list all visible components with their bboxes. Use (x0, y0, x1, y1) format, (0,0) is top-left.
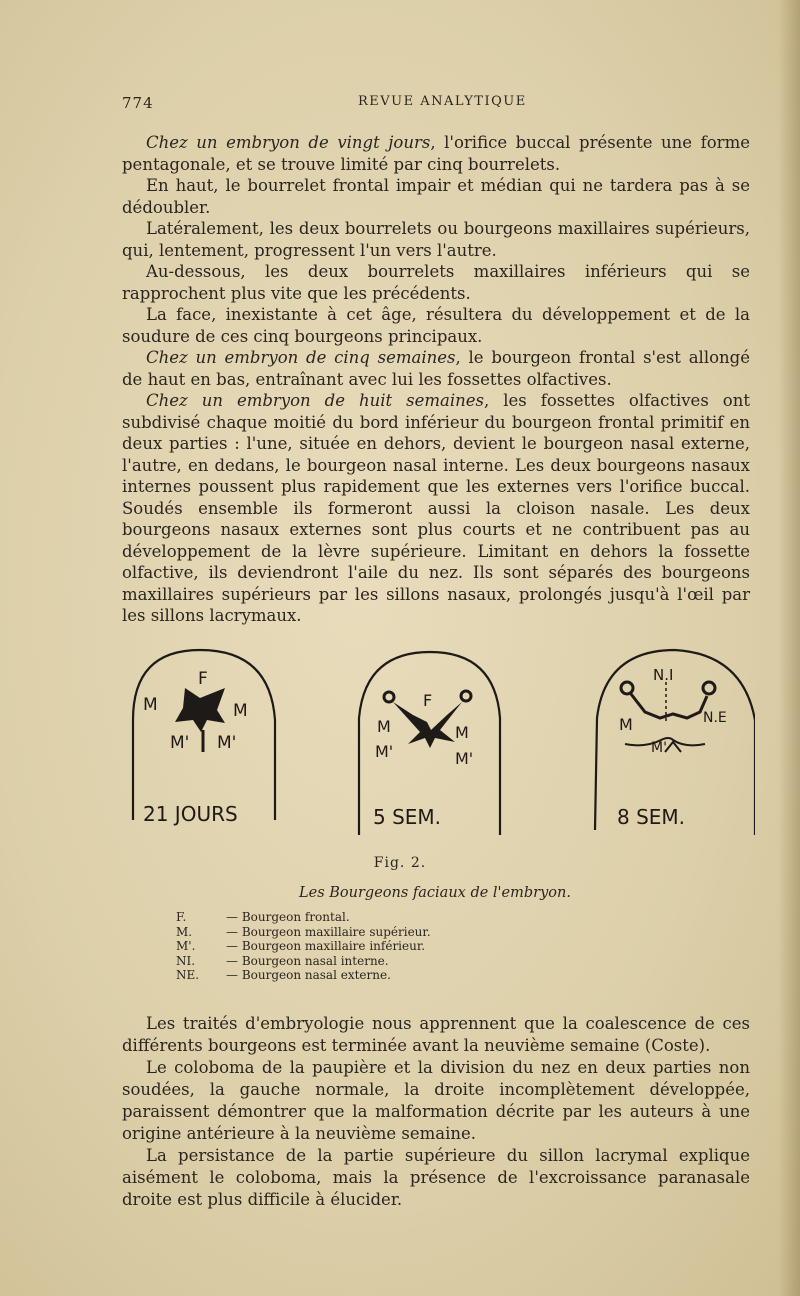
paragraph: Chez un embryon de vingt jours, l'orifice buccal présente une forme pentagonale, et se trouve limité par cinq bourrelets. (122, 133, 750, 174)
figure-number: Fig. 2. (373, 855, 427, 871)
label-ne: N.E (703, 710, 727, 726)
figure-legend (176, 910, 596, 983)
nasal-bud-border (631, 694, 707, 718)
page-number: 774 (122, 94, 154, 112)
paragraph: Le coloboma de la paupière et la division du nez en deux parties non soudées, la gauche normale, la droite incomplètement développée, paraissent démontrer que la malformation décrite par les auteurs à une origine antérieure à la neuvième semaine. (122, 1058, 750, 1143)
figure-drawings (125, 640, 755, 845)
paragraph: La persistance de la partie supérieure du sillon lacrymal explique aisément le coloboma, mais la présence de l'excroissance paranasale droite est plus difficile à élucider. (122, 1146, 750, 1209)
label-m-right: M (233, 701, 248, 721)
label-m-left: M (377, 717, 391, 736)
label-mprime-left: M' (375, 742, 394, 761)
olfactory-pit-right (703, 682, 715, 694)
paragraph: En haut, le bourrelet frontal impair et médian qui ne tardera pas à se dédoubler. (122, 176, 750, 217)
label-mprime-left: M' (170, 733, 190, 753)
olfactory-pit-left (621, 682, 633, 694)
paragraph: Latéralement, les deux bourrelets ou bourgeons maxillaires supérieurs, qui, lentement, progressent l'un vers l'autre. (122, 219, 750, 260)
legend-item: M'. — Bourgeon maxillaire inférieur. (176, 939, 426, 954)
paragraph: Au-dessous, les deux bourrelets maxillaires inférieurs qui se rapprochent plus vite que les précédents. (122, 262, 750, 303)
label-f: F (198, 669, 208, 689)
paragraph: Chez un embryon de cinq semaines, le bourgeon frontal s'est allongé de haut en bas, entraînant avec lui les fossettes olfactives. (122, 348, 750, 389)
figure-caption: Les Bourgeons faciaux de l'embryon. (299, 885, 571, 901)
label-ni: N.I (653, 666, 674, 684)
body-text-bottom (122, 1013, 750, 1211)
label-m-left: M (143, 695, 158, 715)
panel-8-semaines (595, 650, 755, 835)
label-mprime-right: M' (217, 733, 237, 753)
legend-item: F. — Bourgeon frontal. (176, 910, 350, 924)
paragraph: Chez un embryon de huit semaines, les fossettes olfactives ont subdivisé chaque moitié du bord inférieur du bourgeon frontal primitif en deux parties : l'une, située en dehors, devient le bourgeon nasal externe, l'autre, en dedans, le bourgeon nasal interne. Les deux bourgeons nasaux internes poussent plus rapidement que les externes vers l'orifice buccal. Soudés ensemble ils formeront aussi la cloison nasale. Les deux bourgeons nasaux externes sont plus courts et ne contribuent pas au développement de la lèvre supérieure. Limitant en dehors la fossette olfactive, ils deviendront l'aile du nez. Ils sont séparés des bourgeons maxillaires supérieurs par les sillons nasaux, prolongés jusqu'à l'œil par les sillons lacrymaux. (122, 391, 750, 625)
paragraph: La face, inexistante à cet âge, résultera du développement et de la soudure de ces cinq bourgeons principaux. (122, 305, 750, 346)
page-edge-shadow (778, 0, 800, 1296)
paragraph: Les traités d'embryologie nous apprennent que la coalescence de ces différents bourgeons est terminée avant la neuvième semaine (Coste). (122, 1014, 750, 1055)
label-mprime-right: M' (455, 749, 474, 768)
olfactory-pit-right (461, 691, 471, 701)
legend-item: NE. — Bourgeon nasal externe. (176, 968, 391, 983)
panel-21-jours (133, 650, 275, 826)
label-f: F (423, 691, 433, 710)
body-text-top (122, 132, 750, 627)
panel-5-semaines (359, 652, 500, 835)
figure-embryo-buds (125, 640, 755, 845)
caption-8-sem: 8 SEM. (617, 805, 686, 829)
running-title: REVUE ANALYTIQUE (358, 94, 527, 109)
caption-21-jours: 21 JOURS (143, 802, 238, 826)
olfactory-pit-left (384, 692, 394, 702)
label-m: M (619, 715, 633, 734)
legend-item: NI. — Bourgeon nasal interne. (176, 953, 389, 968)
label-mprime: M' (651, 740, 667, 756)
running-header (122, 94, 750, 114)
oral-orifice-pentagon (175, 688, 225, 732)
legend-item: M. — Bourgeon maxillaire supérieur. (176, 924, 431, 939)
caption-5-sem: 5 SEM. (373, 805, 442, 829)
label-m-right: M (455, 723, 469, 742)
